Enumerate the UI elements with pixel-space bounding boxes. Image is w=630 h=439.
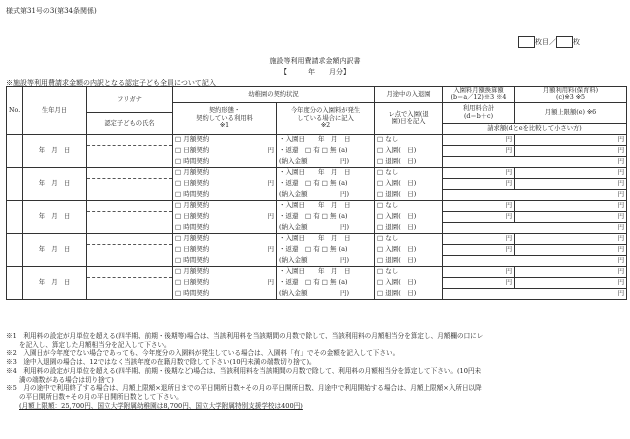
checkbox-icon: □: [175, 156, 182, 165]
note-1a: ※1 利用料の設定が月単位を超える(四半期、前期・後期等)場合は、当該利用料を当該期間の月数で除して、当該利用料の月額相当分を算定し、月額欄の口にレ: [6, 332, 484, 340]
birth-date[interactable]: 年 月 日: [23, 134, 87, 167]
checkbox-icon: □: [175, 267, 182, 276]
entry-day[interactable]: ・入園日 年 月 日: [277, 266, 375, 277]
checkbox-icon: □: [175, 179, 182, 188]
claim-amount[interactable]: 円: [443, 156, 627, 167]
table-row: [7, 233, 627, 244]
paid-amount[interactable]: (納入金額 円): [277, 288, 375, 299]
conv-amount[interactable]: 円: [443, 167, 515, 178]
furigana-cell[interactable]: [87, 266, 173, 277]
note-5b: の平日開所日数÷その月の平日開所日数として下さい。: [19, 392, 183, 401]
paid-amount[interactable]: (納入金額 円): [277, 255, 375, 266]
checkbox-icon: □: [175, 234, 182, 243]
note-4a: ※4 利用料の設定が月単位を超える(四半期、前期・後期など)場合は、当該利用料を当該期間の月数で除して、利用料の月額相当分を算定して下さい。(10円未: [6, 366, 482, 375]
paid-amount[interactable]: (納入金額 円): [277, 222, 375, 233]
cap-amount[interactable]: 円: [515, 277, 627, 288]
note-3: ※3 途中入退園の場合は、12ではなく当該年度の在籍月数で除して下さい(10円未満の端数切り捨て)。: [6, 358, 316, 367]
page-total-box[interactable]: [556, 36, 573, 48]
row-number: [7, 266, 23, 299]
col-midway: レ点で入園(退 園)日を記入: [375, 102, 443, 134]
footnotes: [6, 332, 626, 410]
refund-status[interactable]: ・返還 □ 有 □ 無 (a): [277, 277, 375, 288]
total-amount[interactable]: 円: [443, 244, 515, 255]
conv-amount[interactable]: 円: [443, 266, 515, 277]
note-2: ※2 入園日が今年度でない場合であっても、今年度分の入園料が発生している場合は、入園料「有」でその金額を記入して下さい。: [6, 349, 400, 358]
child-name-cell[interactable]: [87, 178, 173, 200]
midway-enter[interactable]: □ 入園( 日): [375, 244, 443, 255]
claim-amount[interactable]: 円: [443, 255, 627, 266]
col-no: No.: [7, 87, 23, 135]
checkbox-icon: □: [175, 212, 182, 221]
midway-leave[interactable]: □ 退園( 日): [375, 189, 443, 200]
checkbox-icon: □: [175, 201, 182, 210]
col-birth: 生年月日: [23, 87, 87, 135]
col-cap: 月額上限額(e) ※6: [515, 102, 627, 123]
monthly-amount[interactable]: 円: [515, 167, 627, 178]
claim-amount[interactable]: 円: [443, 288, 627, 299]
checkbox-icon: □: [175, 255, 182, 264]
claim-amount[interactable]: 円: [443, 222, 627, 233]
row-number: [7, 200, 23, 233]
row-number: [7, 134, 23, 167]
form-number: 様式第31号の3(第34条関係): [6, 7, 97, 15]
furigana-cell[interactable]: [87, 200, 173, 211]
entry-day[interactable]: ・入園日 年 月 日: [277, 233, 375, 244]
table-row: [7, 200, 627, 211]
col-monthly: 月額利用料(保育料) (c)※3 ※5: [515, 87, 627, 103]
midway-enter[interactable]: □ 入園( 日): [375, 277, 443, 288]
midway-none[interactable]: □ なし: [375, 266, 443, 277]
page-counter: [518, 36, 580, 48]
refund-status[interactable]: ・返還 □ 有 □ 無 (a): [277, 211, 375, 222]
document-title: 施設等利用費請求金額内訳書: [269, 57, 361, 65]
claim-amount[interactable]: 円: [443, 189, 627, 200]
table-row: [7, 167, 627, 178]
midway-enter[interactable]: □ 入園( 日): [375, 211, 443, 222]
col-entrance: 今年度分の入園料が発生 している場合に記入 ※2: [277, 102, 375, 134]
refund-status[interactable]: ・返還 □ 有 □ 無 (a): [277, 178, 375, 189]
col-claim: 請求額(dとeを比較して小さい方): [443, 123, 627, 134]
intro-note: ※施設等利用費請求金額の内訳となる認定子ども全員について記入: [6, 79, 216, 87]
child-name-cell[interactable]: [87, 211, 173, 233]
contract-hourly[interactable]: □ 時間契約: [173, 222, 277, 233]
checkbox-icon: □: [175, 146, 182, 155]
total-amount[interactable]: 円: [443, 178, 515, 189]
note-5c: (月額上限額：25,700円、国立大学附属幼稚園は8,700円、国立大学附属特別支援学校は400円): [19, 401, 303, 410]
col-conv: 入園料月額換算額 (b＝a／12)※3 ※4: [443, 87, 515, 103]
col-total: 利用料合計 (d＝b＋c): [443, 102, 515, 123]
midway-leave[interactable]: □ 退園( 日): [375, 288, 443, 299]
col-contract-form: 契約形態・ 契約している利用料 ※1: [173, 102, 277, 134]
page-unit-label: 枚: [573, 38, 580, 46]
row-number: [7, 167, 23, 200]
midway-leave[interactable]: □ 退園( 日): [375, 255, 443, 266]
paid-amount[interactable]: (納入金額 円): [277, 156, 375, 167]
row-number: [7, 233, 23, 266]
contract-monthly[interactable]: □ 月額契約: [173, 266, 277, 277]
contract-monthly[interactable]: □ 月額契約: [173, 134, 277, 145]
cap-amount[interactable]: 円: [515, 211, 627, 222]
birth-date[interactable]: 年 月 日: [23, 167, 87, 200]
monthly-amount[interactable]: 円: [515, 233, 627, 244]
checkbox-icon: □: [175, 135, 182, 144]
checkbox-icon: □: [175, 222, 182, 231]
col-child-name: 認定子どもの氏名: [87, 112, 173, 134]
furigana-cell[interactable]: [87, 167, 173, 178]
monthly-amount[interactable]: 円: [515, 266, 627, 277]
col-contract-group: 幼稚園の契約状況: [173, 87, 375, 103]
child-name-cell[interactable]: [87, 277, 173, 299]
checkbox-icon: □: [175, 278, 182, 287]
contract-hourly[interactable]: □ 時間契約: [173, 189, 277, 200]
table-row: [7, 134, 627, 145]
note-4b: 満の端数がある場合は切り捨て): [19, 375, 114, 384]
midway-enter[interactable]: □ 入園( 日): [375, 145, 443, 156]
conv-amount[interactable]: 円: [443, 200, 515, 211]
furigana-cell[interactable]: [87, 233, 173, 244]
furigana-cell[interactable]: [87, 134, 173, 145]
contract-monthly[interactable]: □ 月額契約: [173, 233, 277, 244]
birth-date[interactable]: 年 月 日: [23, 266, 87, 299]
contract-daily[interactable]: □ 日額契約 円: [173, 145, 277, 156]
midway-leave[interactable]: □ 退園( 日): [375, 156, 443, 167]
contract-hourly[interactable]: □ 時間契約: [173, 288, 277, 299]
total-amount[interactable]: 円: [443, 211, 515, 222]
entry-day[interactable]: ・入園日 年 月 日: [277, 134, 375, 145]
contract-monthly[interactable]: □ 月額契約: [173, 167, 277, 178]
midway-none[interactable]: □ なし: [375, 200, 443, 211]
page-of-label: 枚目／: [535, 38, 556, 46]
contract-hourly[interactable]: □ 時間契約: [173, 255, 277, 266]
contract-daily[interactable]: □ 日額契約 円: [173, 244, 277, 255]
cap-amount[interactable]: 円: [515, 244, 627, 255]
child-name-cell[interactable]: [87, 145, 173, 167]
claim-breakdown-table: [6, 86, 627, 300]
monthly-amount[interactable]: 円: [515, 134, 627, 145]
contract-daily[interactable]: □ 日額契約 円: [173, 211, 277, 222]
contract-hourly[interactable]: □ 時間契約: [173, 156, 277, 167]
contract-monthly[interactable]: □ 月額契約: [173, 200, 277, 211]
contract-daily[interactable]: □ 日額契約 円: [173, 178, 277, 189]
midway-none[interactable]: □ なし: [375, 233, 443, 244]
col-midway-1: 月途中の入退園: [375, 87, 443, 103]
year-month: 【 年 月分】: [280, 68, 350, 76]
birth-date[interactable]: 年 月 日: [23, 233, 87, 266]
conv-amount[interactable]: 円: [443, 134, 515, 145]
total-amount[interactable]: 円: [443, 145, 515, 156]
birth-date[interactable]: 年 月 日: [23, 200, 87, 233]
midway-enter[interactable]: □ 入園( 日): [375, 178, 443, 189]
checkbox-icon: □: [175, 168, 182, 177]
midway-none[interactable]: □ なし: [375, 134, 443, 145]
entry-day[interactable]: ・入園日 年 月 日: [277, 167, 375, 178]
cap-amount[interactable]: 円: [515, 178, 627, 189]
page-number-box[interactable]: [518, 36, 535, 48]
checkbox-icon: □: [175, 245, 182, 254]
checkbox-icon: □: [175, 288, 182, 297]
cap-amount[interactable]: 円: [515, 145, 627, 156]
note-1b: を記入し、算定した月額相当分を記入して下さい。: [19, 340, 171, 349]
conv-amount[interactable]: 円: [443, 233, 515, 244]
col-furigana: フリガナ: [87, 87, 173, 113]
total-amount[interactable]: 円: [443, 277, 515, 288]
midway-leave[interactable]: □ 退園( 日): [375, 222, 443, 233]
refund-status[interactable]: ・返還 □ 有 □ 無 (a): [277, 145, 375, 156]
paid-amount[interactable]: (納入金額 円): [277, 189, 375, 200]
refund-status[interactable]: ・返還 □ 有 □ 無 (a): [277, 244, 375, 255]
note-5a: ※5 月の途中で利用終了する場合は、月額上限額×退所日までの平日開所日数÷その月の平日開所日数、月途中で利用開始する場合は、月額上限額×入所日以降: [6, 384, 482, 393]
entry-day[interactable]: ・入園日 年 月 日: [277, 200, 375, 211]
table-row: [7, 266, 627, 277]
contract-daily[interactable]: □ 日額契約 円: [173, 277, 277, 288]
child-name-cell[interactable]: [87, 244, 173, 266]
midway-none[interactable]: □ なし: [375, 167, 443, 178]
monthly-amount[interactable]: 円: [515, 200, 627, 211]
checkbox-icon: □: [175, 189, 182, 198]
